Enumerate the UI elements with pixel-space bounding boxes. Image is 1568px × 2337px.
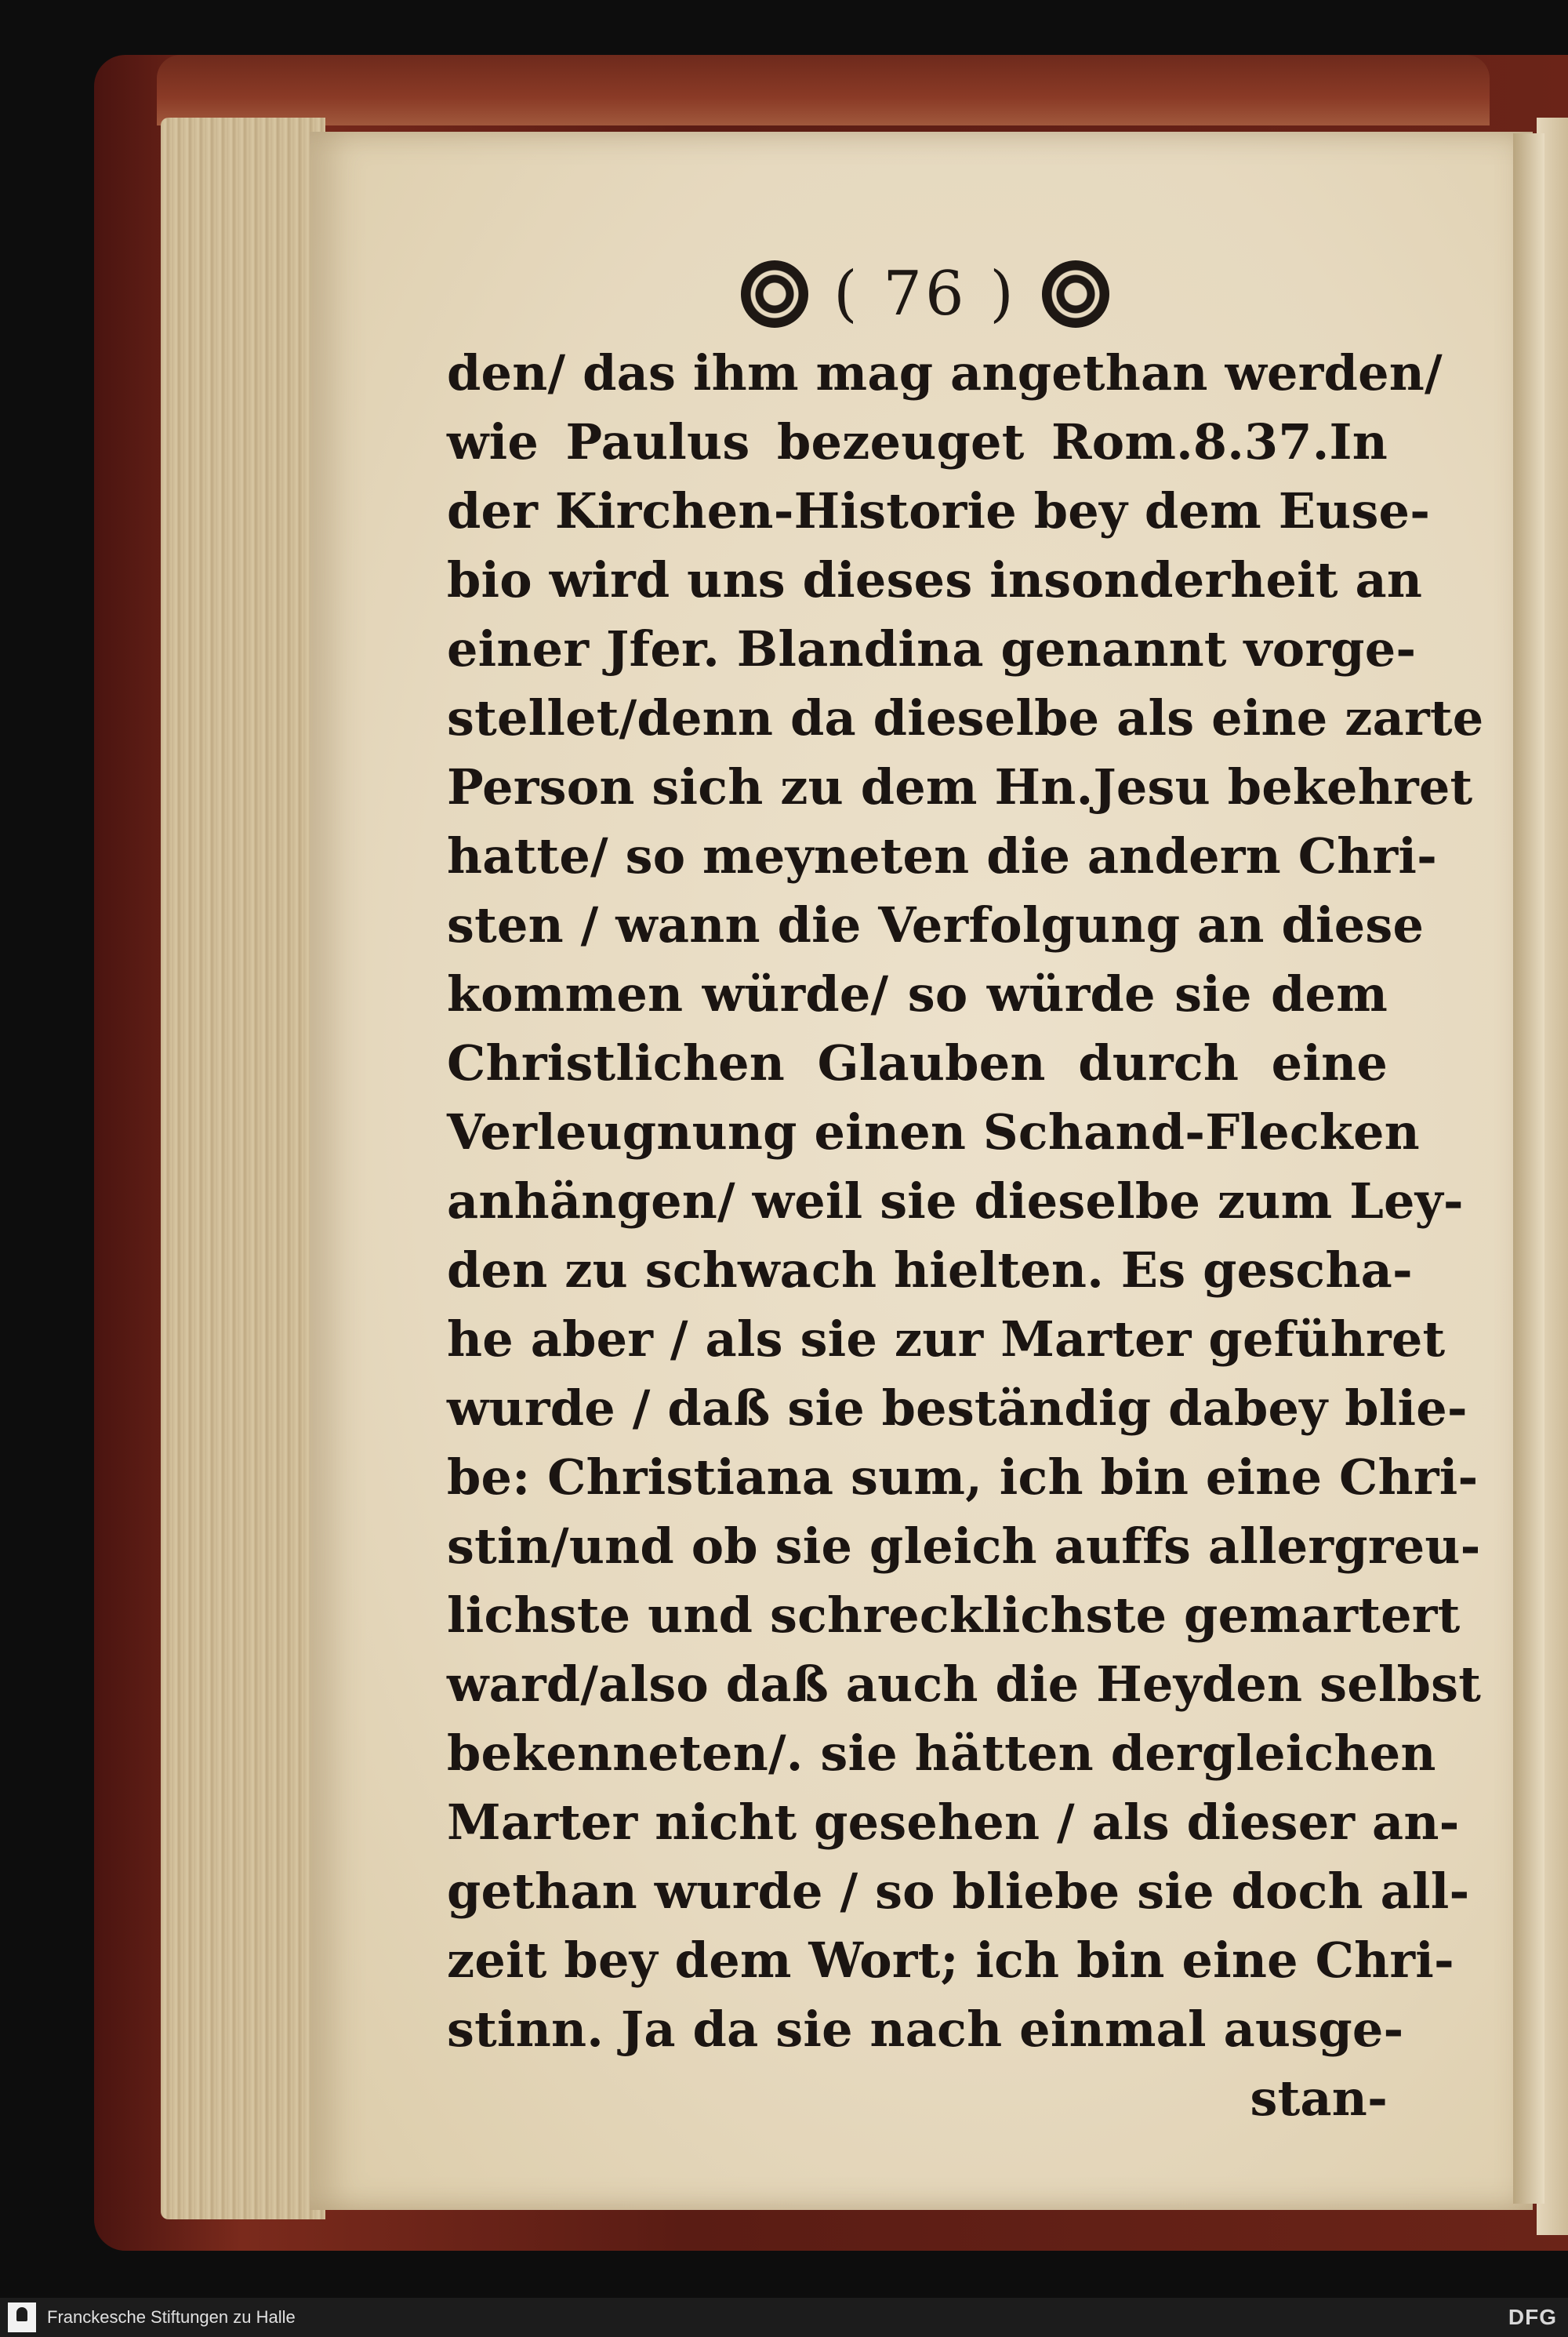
text-line: sten / wann die Verfolgung an diese [447,896,1425,954]
text-line: der Kirchen-Historie bey dem Euse- [447,482,1431,540]
text-line: hatte/ so meyneten die andern Chri- [447,827,1438,885]
text-line: ward/also daß auch die Heyden selbst [447,1656,1482,1713]
text-line: lichste und schrecklichste gemartert [447,1586,1461,1644]
page-stack [161,118,325,2219]
text-line: stellet/denn da dieselbe als eine zarte [447,689,1484,747]
text-line: Person sich zu dem Hn.Jesu bekehret [447,758,1473,816]
text-line: den zu schwach hielten. Es gescha- [447,1241,1413,1299]
text-line: Verleugnung einen Schand-Flecken [447,1103,1420,1161]
page-header [741,251,1109,337]
text-line: kommen würde/ so würde sie dem [447,965,1388,1023]
dfg-logo: DFG [1508,2305,1557,2329]
text-line: stinn. Ja da sie nach einmal ausge- [447,2001,1404,2058]
text-line: zeit bey dem Wort; ich bin eine Chri- [447,1932,1454,1989]
text-line: be: Christiana sum, ich bin eine Chri- [447,1448,1479,1506]
text-line: den/ das ihm mag angethan werden/ [447,344,1443,402]
page-text [447,339,1484,2133]
rosette-ornament-icon [741,260,808,328]
text-line: wurde / daß sie beständig dabey blie- [447,1379,1468,1437]
text-line: bekenneten/. sie hätten dergleichen [447,1725,1436,1782]
text-line: Marter nicht gesehen / als dieser an- [447,1794,1460,1851]
book-cover-top [157,55,1490,125]
catchword: stan- [1250,2070,1388,2127]
institution-name: Franckesche Stiftungen zu Halle [47,2307,296,2327]
text-line: anhängen/ weil sie dieselbe zum Ley- [447,1172,1464,1230]
institution-logo-icon [8,2302,36,2332]
text-line: stin/und ob sie gleich auffs allergreu- [447,1517,1481,1575]
text-line: einer Jfer. Blandina genannt vorge- [447,620,1417,678]
rosette-ornament-icon [1042,260,1109,328]
text-line: wie Paulus bezeuget Rom.8.37.In [447,413,1388,471]
page-number: ( 76 ) [833,259,1017,329]
text-line: gethan wurde / so bliebe sie doch all- [447,1863,1470,1920]
text-line: Christlichen Glauben durch eine [447,1034,1388,1092]
page-gutter [1513,133,1544,2204]
viewer-footer [0,2298,1568,2337]
text-line: he aber / als sie zur Marter geführet [447,1310,1446,1368]
text-line: bio wird uns dieses insonderheit an [447,551,1423,609]
